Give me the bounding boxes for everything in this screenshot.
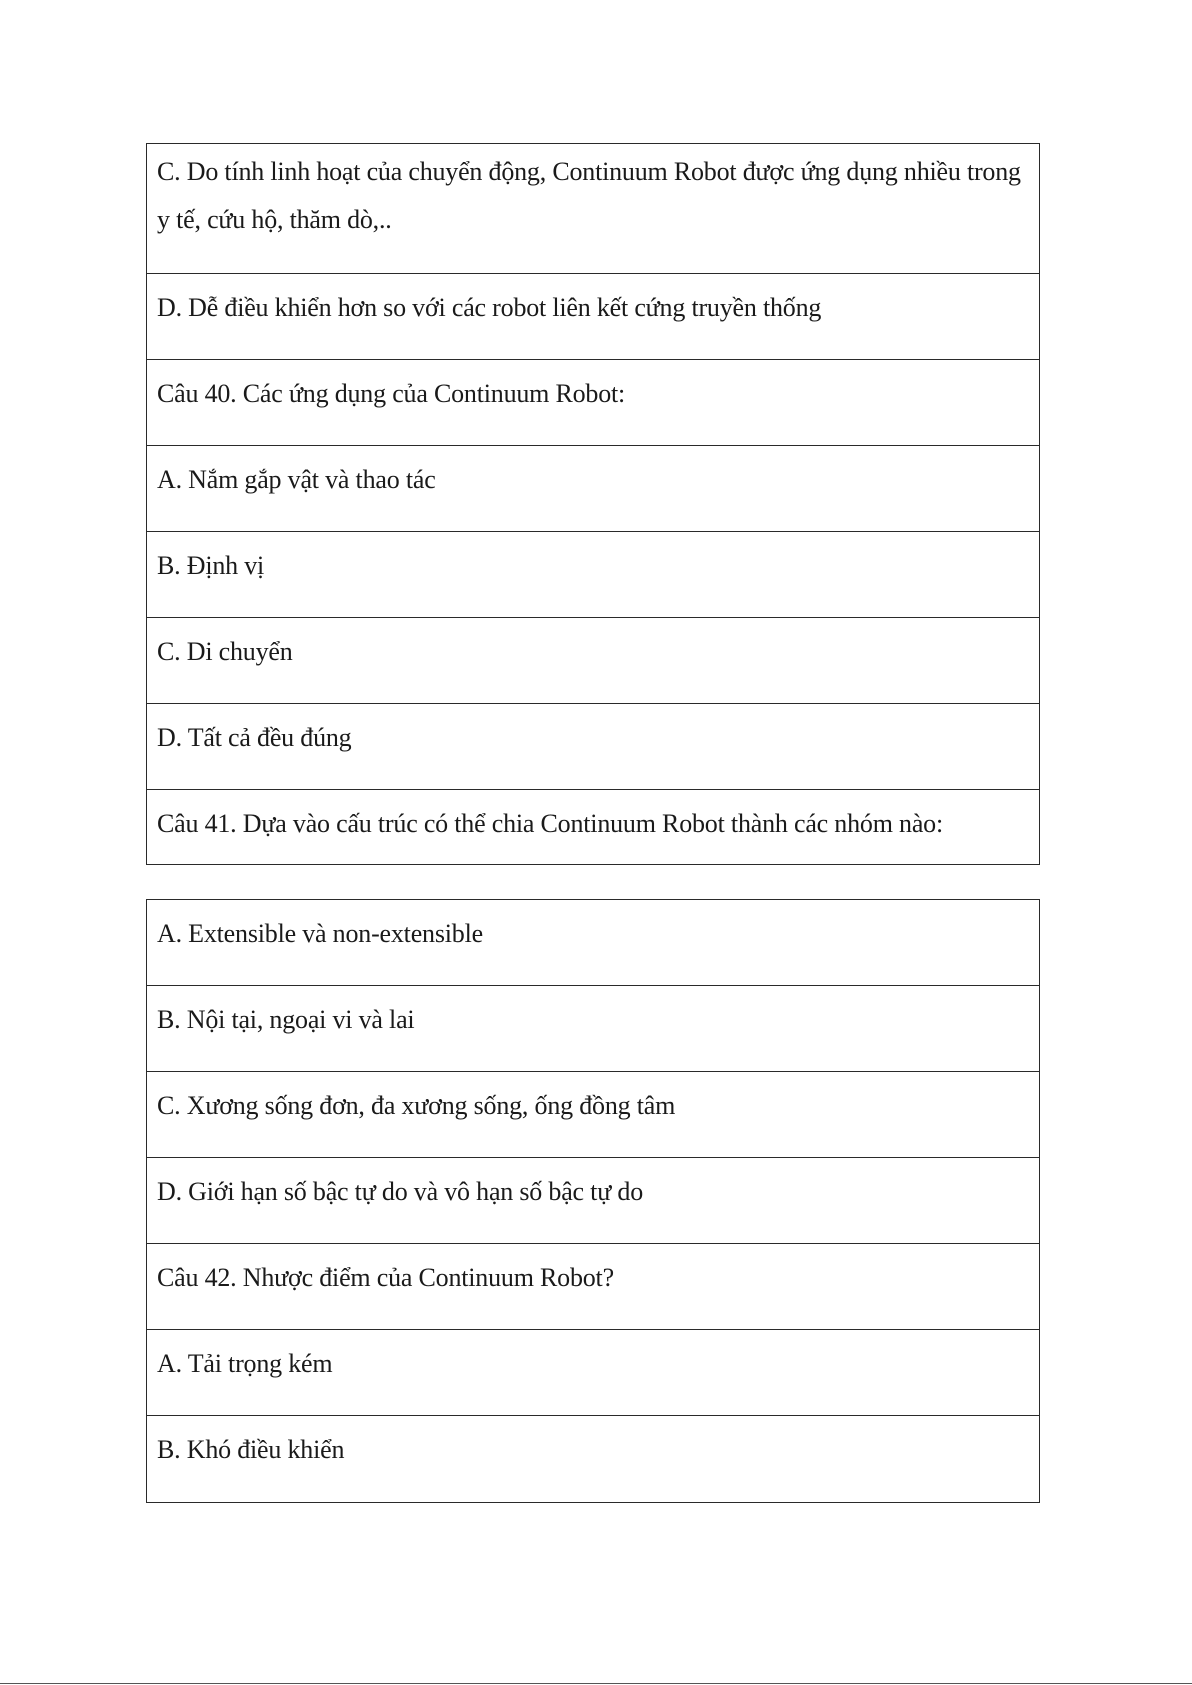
- option-b-q42: B. Khó điều khiển: [157, 1435, 345, 1464]
- option-a-q42: A. Tải trọng kém: [147, 1330, 1039, 1416]
- question-41: Câu 41. Dựa vào cấu trúc có thể chia Continuum Robot thành các nhóm nào:: [157, 809, 943, 838]
- option-d-q40: D. Tất cả đều đúng: [147, 704, 1039, 790]
- page-bottom-rule: [0, 1683, 1192, 1684]
- option-a-q41: A. Extensible và non-extensible: [147, 900, 1039, 986]
- question-table-top: [146, 143, 1040, 865]
- option-c-q40: C. Di chuyển: [147, 618, 1039, 704]
- option-c-q39: C. Do tính linh hoạt của chuyển động, Continuum Robot được ứng dụng nhiều trong y tế, cứu hộ, thăm dò,..: [147, 144, 1039, 274]
- option-d-q41: D. Giới hạn số bậc tự do và vô hạn số bậc tự do: [147, 1158, 1039, 1244]
- option-c-q41: C. Xương sống đơn, đa xương sống, ống đồng tâm: [147, 1072, 1039, 1158]
- question-40: Câu 40. Các ứng dụng của Continuum Robot:: [147, 360, 1039, 446]
- option-d-q39: D. Dễ điều khiển hơn so với các robot liên kết cứng truyền thống: [147, 274, 1039, 360]
- option-b-q41: B. Nội tại, ngoại vi và lai: [147, 986, 1039, 1072]
- question-42: Câu 42. Nhược điểm của Continuum Robot?: [147, 1244, 1039, 1330]
- question-table-bottom: [146, 899, 1040, 1503]
- option-b-q40: B. Định vị: [147, 532, 1039, 618]
- option-a-q40: A. Nắm gắp vật và thao tác: [147, 446, 1039, 532]
